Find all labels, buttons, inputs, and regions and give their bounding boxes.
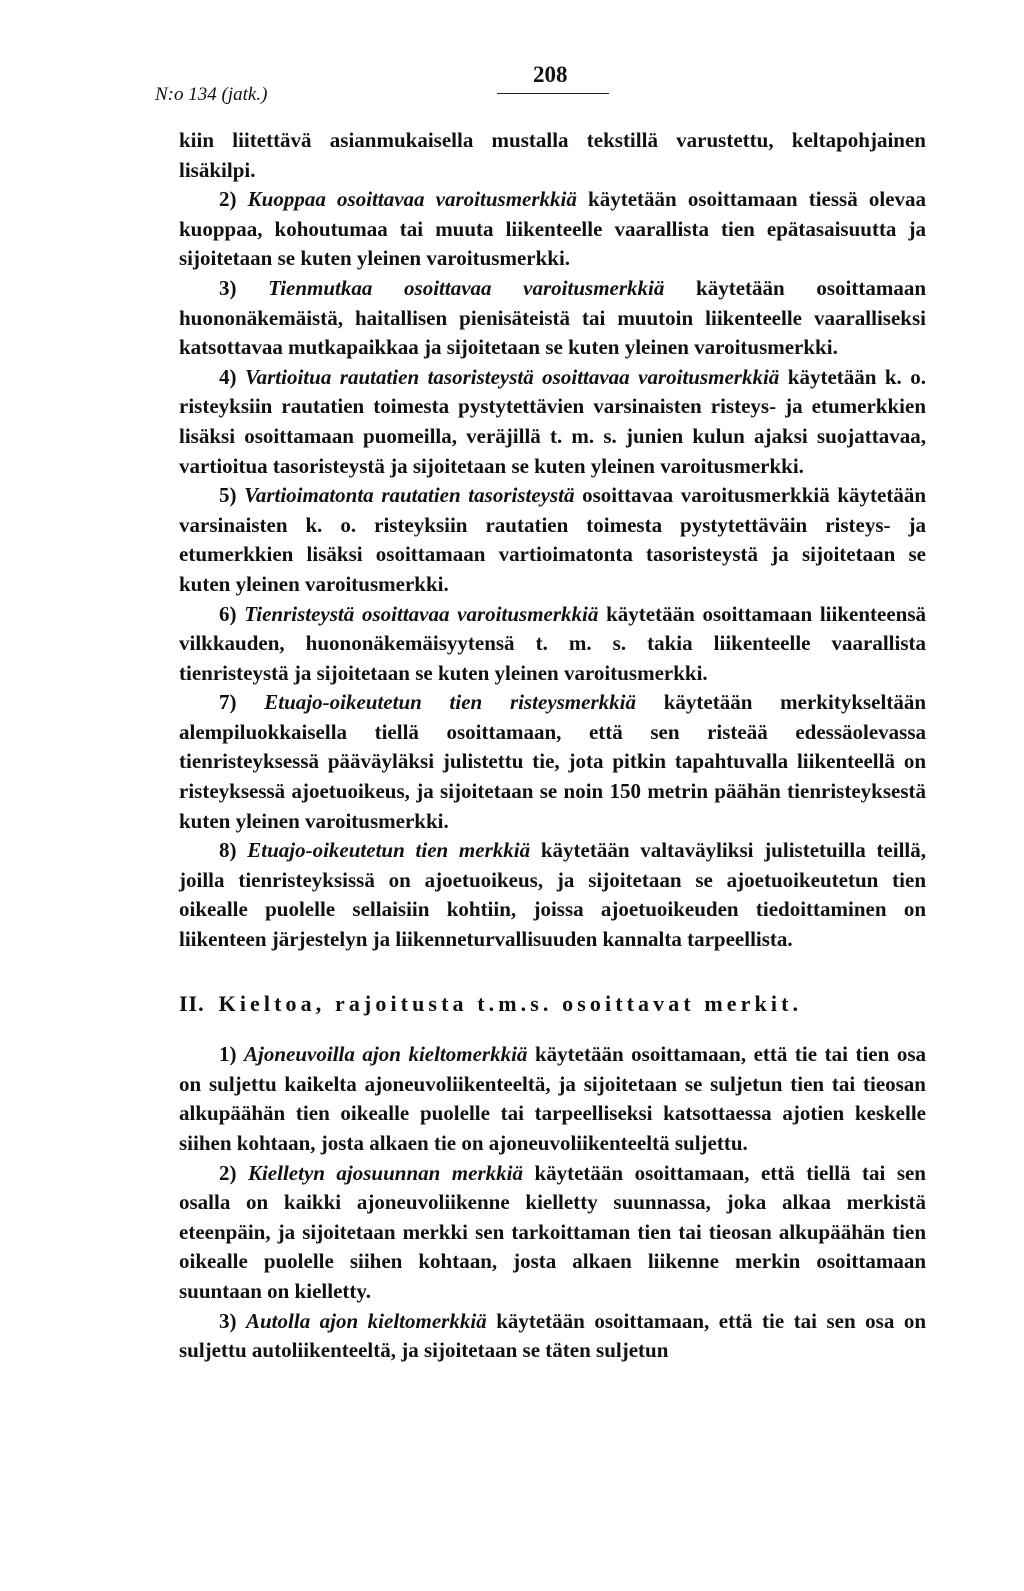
- paragraph-text: osoittavaa varoitusmerkkiä käytetään varsinaisten k. o. risteyksiin rautatien toimesta pystytettäväin risteys- ja etumerkkien lisäksi osoittamaan vartioimatonta tasoristeystä ja sijoitetaan se kuten yleinen varoitusmerkki.: [179, 483, 927, 596]
- paragraph: [179, 1040, 926, 1158]
- body-text: [179, 126, 926, 1366]
- sign-name: Tienristeystä osoittavaa varoitusmerkkiä: [244, 601, 599, 626]
- sign-name: Vartioimatonta rautatien tasoristeystä: [244, 483, 575, 508]
- page-header-left: N:o 134 (jatk.): [155, 84, 268, 105]
- paragraph-text: käytetään osoittamaan, että tie tai tien osa on suljettu kaikelta ajoneuvoliikenteeltä, ja sijoitetaan se suljetun tien tai tieosan alkupäähän tien oikealle puolelle tai tarpeelliseksi katsottaessa ajotien keskelle siihen kohtaan, josta alkaen tie on ajoneuvoliikenteeltä suljettu.: [179, 1042, 926, 1155]
- sign-name: Etuajo-oikeutetun tien merkkiä: [247, 838, 531, 863]
- paragraph-number: 5): [219, 483, 237, 508]
- sign-name: Kielletyn ajosuunnan merkkiä: [247, 1160, 523, 1185]
- paragraph-text: käytetään osoittamaan tiessä olevaa kuoppaa, kohoutumaa tai muuta liikenteelle vaarallista tien epätasaisuutta ja sijoitetaan se kuten yleinen varoitusmerkki.: [179, 187, 927, 271]
- section-heading: [179, 989, 926, 1019]
- sign-name: Kuoppaa osoittavaa varoitusmerkkiä: [247, 187, 577, 212]
- paragraph-text: käytetään k. o. risteyksiin rautatien toimesta pystytettävien varsinaisten risteys- ja etumerkkien lisäksi osoittamaan puomeilla, veräjillä t. m. s. junien kulun ajaksi suojattavaa, vartioitua tasoristeystä ja sijoitetaan se kuten yleinen varoitusmerkki.: [179, 364, 927, 478]
- paragraph-number: 7): [219, 690, 237, 715]
- paragraph-number: 3): [219, 275, 237, 300]
- section-number: II.: [179, 990, 205, 1016]
- paragraph-number: 2): [219, 1160, 237, 1185]
- paragraph-text: käytetään merkitykseltään alempiluokkaisella tiellä osoittamaan, että sen risteää edessäolevassa tienristeyksessä pääväyläksi julistettu tie, jota pitkin tapahtuvalla liikenteellä on risteyksessä ajoetuoikeus, ja sijoitetaan se noin 150 metrin päähän tienristeyksestä kuten yleinen varoitusmerkki.: [179, 690, 926, 833]
- paragraph-number: 3): [219, 1308, 237, 1333]
- paragraph: [179, 1159, 926, 1307]
- sign-name: Ajoneuvoilla ajon kieltomerkkiä: [244, 1042, 528, 1067]
- paragraph-number: 6): [219, 601, 237, 626]
- paragraph-group-2: [179, 1040, 926, 1366]
- page-number: 208: [533, 62, 568, 87]
- paragraph: [179, 1307, 926, 1366]
- paragraph-number: 1): [219, 1042, 237, 1067]
- section-title: Kieltoa, rajoitusta t.m.s. osoittavat merkit.: [218, 990, 803, 1016]
- paragraph: [179, 363, 926, 481]
- paragraph-text: käytetään valtaväyliksi julistetuilla teillä, joilla tienristeyksissä on ajoetuoikeus, ja sijoitetaan se ajoetuoikeutetun tien oikealle puolelle sellaisiin kohtiin, joissa ajoetuoikeuden tiedoittaminen on liikenteen järjestelyn ja liikenneturvallisuuden kannalta tarpeellista.: [179, 838, 927, 952]
- paragraph-text: käytetään osoittamaan, että tiellä tai sen osalla on kaikki ajoneuvoliikenne kielletty suunnassa, joka alkaa merkistä eteenpäin, ja sijoitetaan merkki sen tarkoittaman tien tai tieosan alkupäähän tien oikealle puolelle siihen kohtaan, josta alkaen liikenne merkin osoittamaan suuntaan on kielletty.: [179, 1160, 926, 1303]
- paragraph-text: käytetään osoittamaan huononäkemäistä, haitallisen pienisäteistä tai muutoin liikenteelle vaaralliseksi katsottavaa mutkapaikkaa ja sijoitetaan se kuten yleinen varoitusmerkki.: [179, 275, 927, 360]
- paragraph-number: 2): [219, 187, 237, 212]
- paragraph: [179, 600, 926, 689]
- paragraph-number: 8): [219, 838, 237, 863]
- paragraph: [179, 836, 926, 954]
- sign-name: Tienmutkaa osoittavaa varoitusmerkkiä: [268, 275, 665, 300]
- paragraph-text: käytetään osoittamaan, että tie tai sen osa on suljettu autoliikenteeltä, ja sijoitetaan se täten suljetun: [179, 1308, 927, 1363]
- paragraph: [179, 126, 926, 185]
- paragraph: [179, 185, 926, 274]
- paragraph: [179, 481, 926, 599]
- paragraph-group-1: [179, 126, 926, 955]
- paragraph-text: käytetään osoittamaan liikenteensä vilkkauden, huononäkemäisyytensä t. m. s. takia liikenteelle vaarallista tienristeystä ja sijoitetaan se kuten yleinen varoitusmerkki.: [179, 601, 927, 685]
- sign-name: Autolla ajon kieltomerkkiä: [246, 1308, 487, 1333]
- paragraph: [179, 274, 926, 363]
- sign-name: Etuajo-oikeutetun tien risteysmerkkiä: [264, 690, 636, 715]
- sign-name: Vartioitua rautatien tasoristeystä osoittavaa varoitusmerkkiä: [244, 364, 780, 389]
- paragraph-text: kiin liitettävä asianmukaisella mustalla tekstillä varustettu, keltapohjainen lisäkilpi.: [179, 128, 926, 182]
- paragraph: [179, 688, 926, 836]
- paragraph-number: 4): [219, 364, 237, 389]
- header-rule: [497, 93, 609, 94]
